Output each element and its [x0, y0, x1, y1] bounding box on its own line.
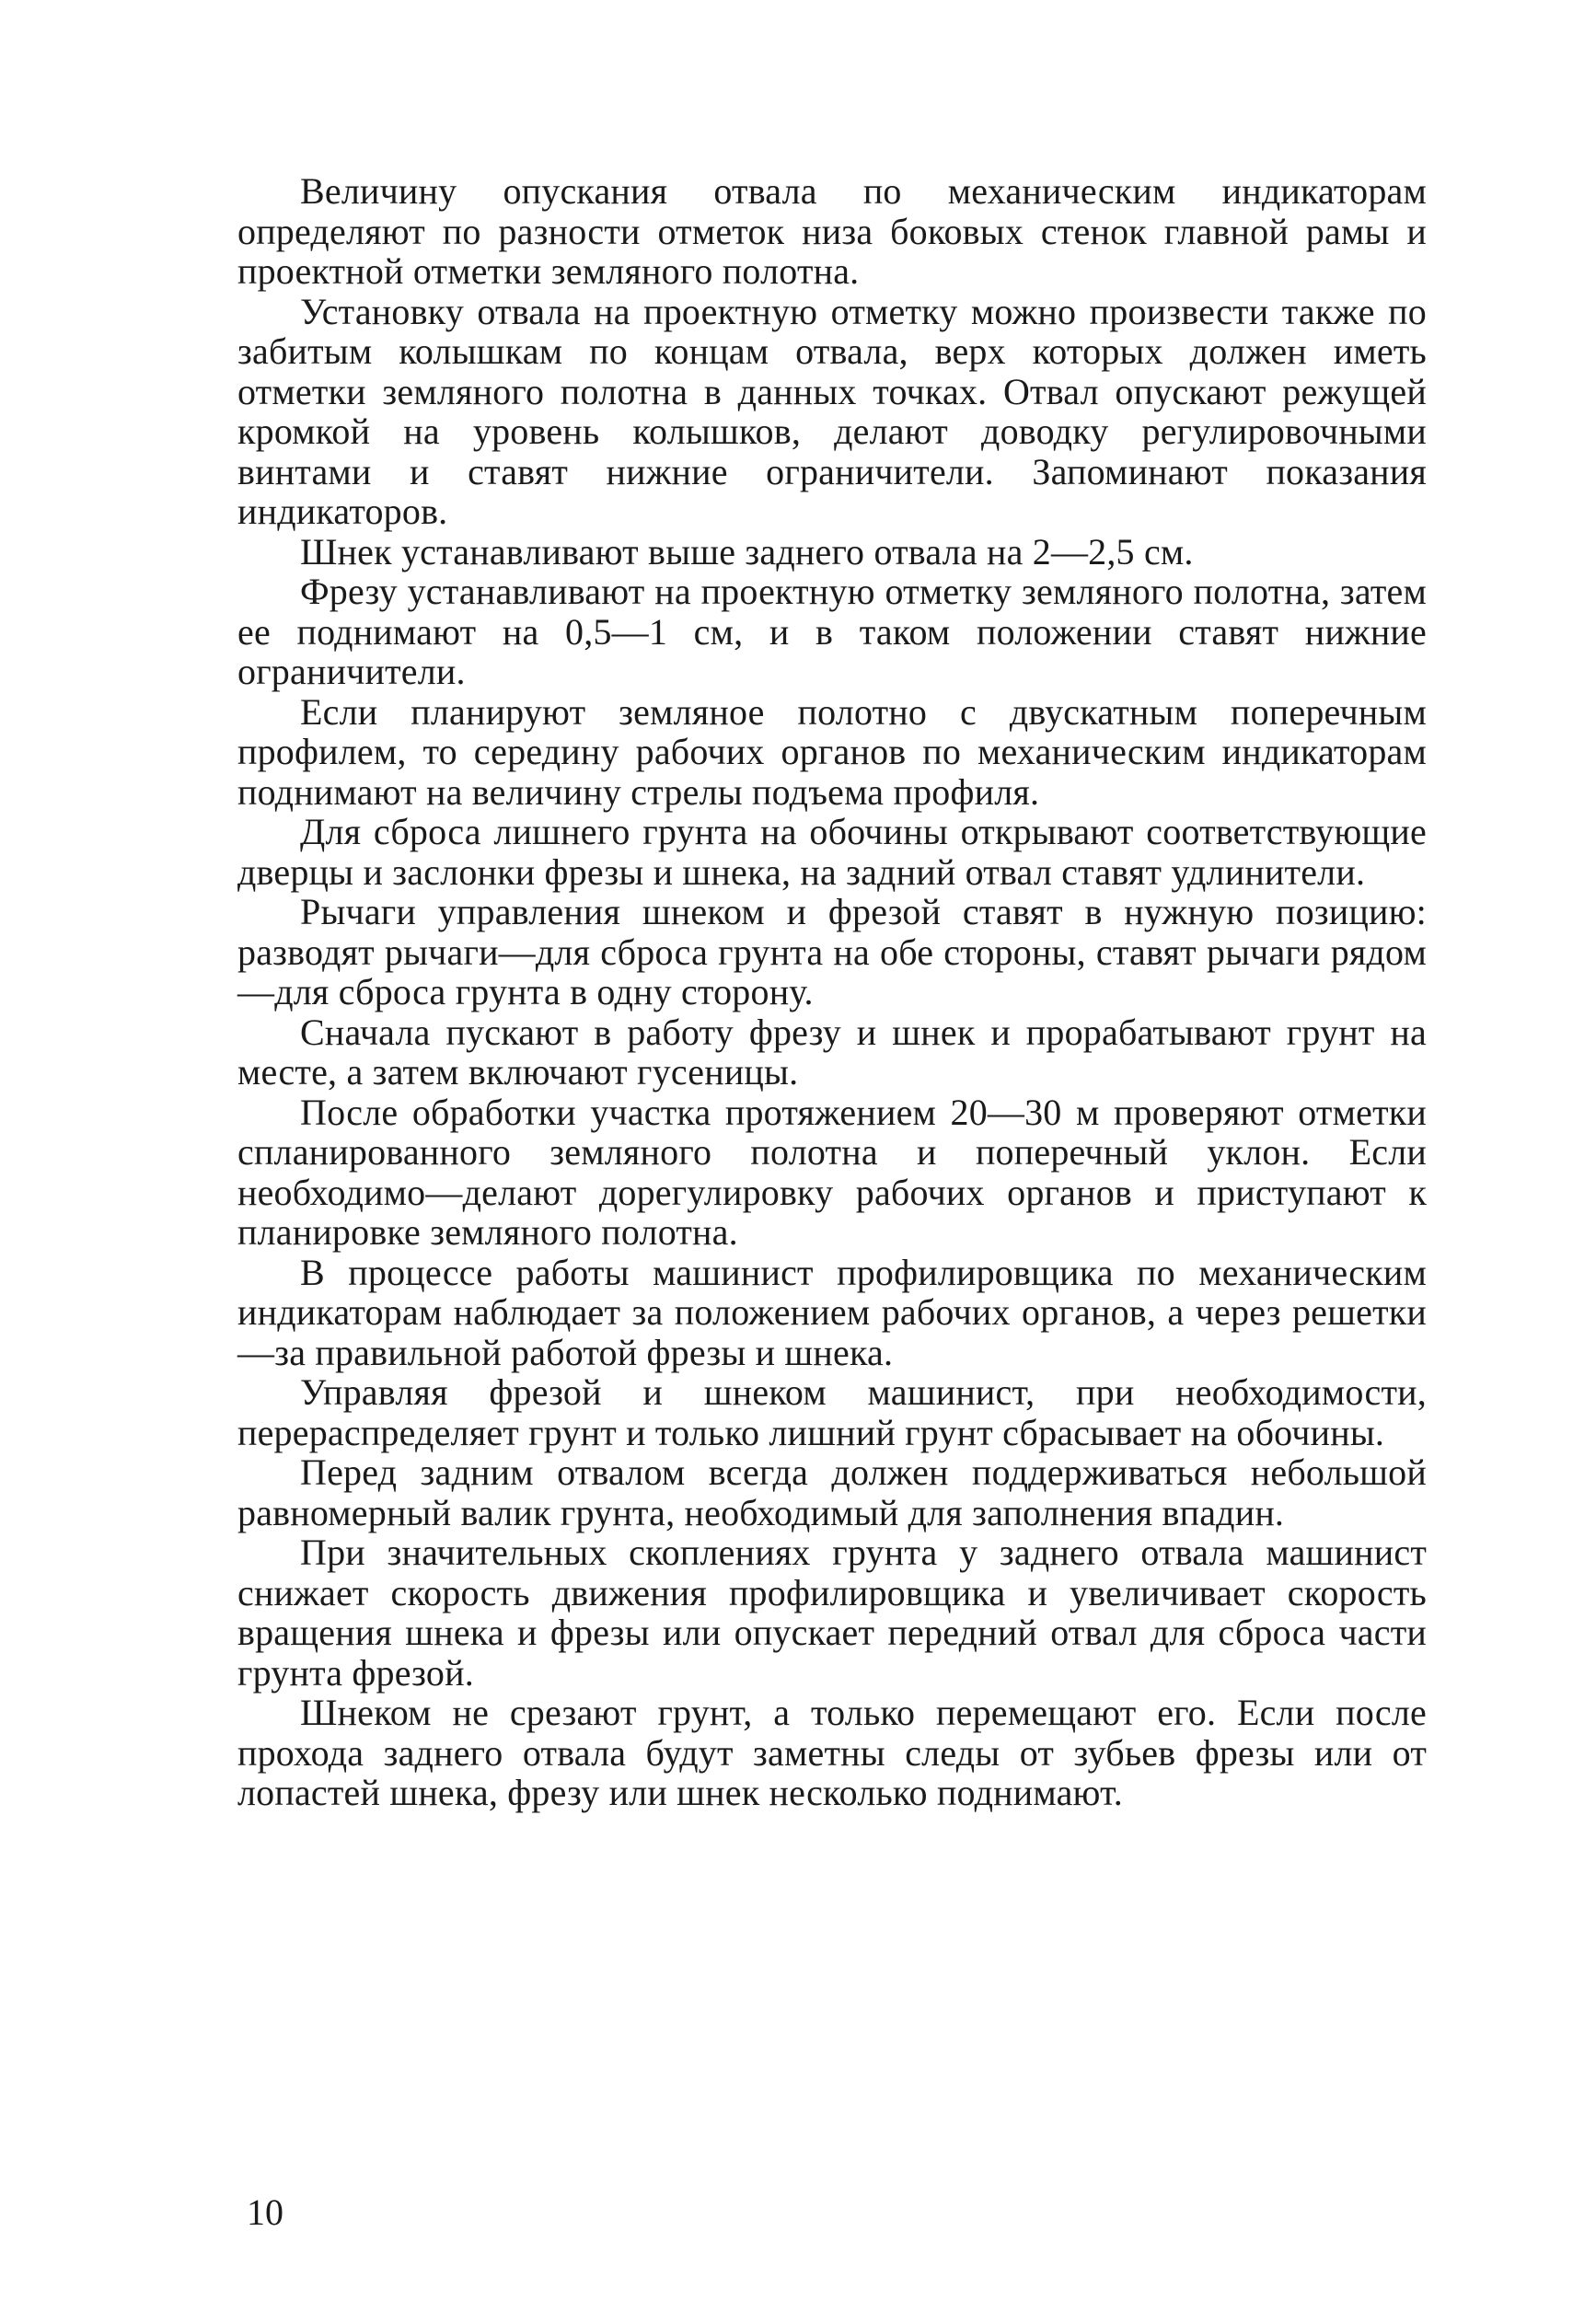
paragraph: При значительных скоплениях грунта у заднего отвала машинист снижает скорость движения профилировщика и увеличивает скорость вращения шнека и фрезы или опускает передний отвал для сброса части грунта фрезой.	[237, 1532, 1427, 1694]
paragraph: Шнеком не срезают грунт, а только перемещают его. Если после прохода заднего отвала будут заметны следы от зубьев фрезы или от лопастей шнека, фрезу или шнек несколько поднимают.	[237, 1692, 1427, 1813]
paragraph: Сначала пускают в работу фрезу и шнек и прорабатывают грунт на месте, а затем включают гусеницы.	[237, 1011, 1427, 1093]
paragraph: Величину опускания отвала по механическим индикаторам определяют по разности отметок низа боковых стенок главной рамы и проектной отметки земляного полотна.	[237, 170, 1427, 292]
paragraph: Перед задним отвалом всегда должен поддерживаться небольшой равномерный валик грунта, необходимый для заполнения впадин.	[237, 1451, 1427, 1533]
paragraph: Для сброса лишнего грунта на обочины открывают соответствующие дверцы и заслонки фрезы и шнека, на задний отвал ставят удлинители.	[237, 811, 1427, 893]
page-number: 10	[247, 2191, 283, 2233]
body-text	[237, 171, 1427, 1813]
paragraph: Фрезу устанавливают на проектную отметку земляного полотна, затем ее поднимают на 0,5—1 см, и в таком положении ставят нижние ограничители.	[237, 571, 1427, 692]
paragraph: Управляя фрезой и шнеком машинист, при необходимости, перераспределяет грунт и только лишний грунт сбрасывает на обочины.	[237, 1371, 1427, 1453]
paragraph: Рычаги управления шнеком и фрезой ставят в нужную позицию: разводят рычаги—для сброса грунта на обе стороны, ставят рычаги рядом—для сброса грунта в одну сторону.	[237, 891, 1427, 1012]
paragraph: Шнек устанавливают выше заднего отвала на 2—2,5 см.	[300, 530, 1194, 572]
paragraph: После обработки участка протяжением 20—30 м проверяют отметки спланированного земляного полотна и поперечный уклон. Если необходимо—делают дорегулировку рабочих органов и приступают к планировке земляного полотна.	[237, 1091, 1427, 1253]
paragraph: Установку отвала на проектную отметку можно произвести также по забитым колышкам по концам отвала, верх которых должен иметь отметки земляного полотна в данных точках. Отвал опускают режущей кромкой на уровень колышков, делают доводку регулировочными винтами и ставят нижние ограничители. Запоминают показания индикаторов.	[237, 290, 1427, 532]
paragraph: В процессе работы машинист профилировщика по механическим индикаторам наблюдает за положением рабочих органов, а через решетки—за правильной работой фрезы и шнека.	[237, 1251, 1427, 1373]
paragraph: Если планируют земляное полотно с двускатным поперечным профилем, то середину рабочих органов по механическим индикаторам поднимают на величину стрелы подъема профиля.	[237, 690, 1427, 813]
